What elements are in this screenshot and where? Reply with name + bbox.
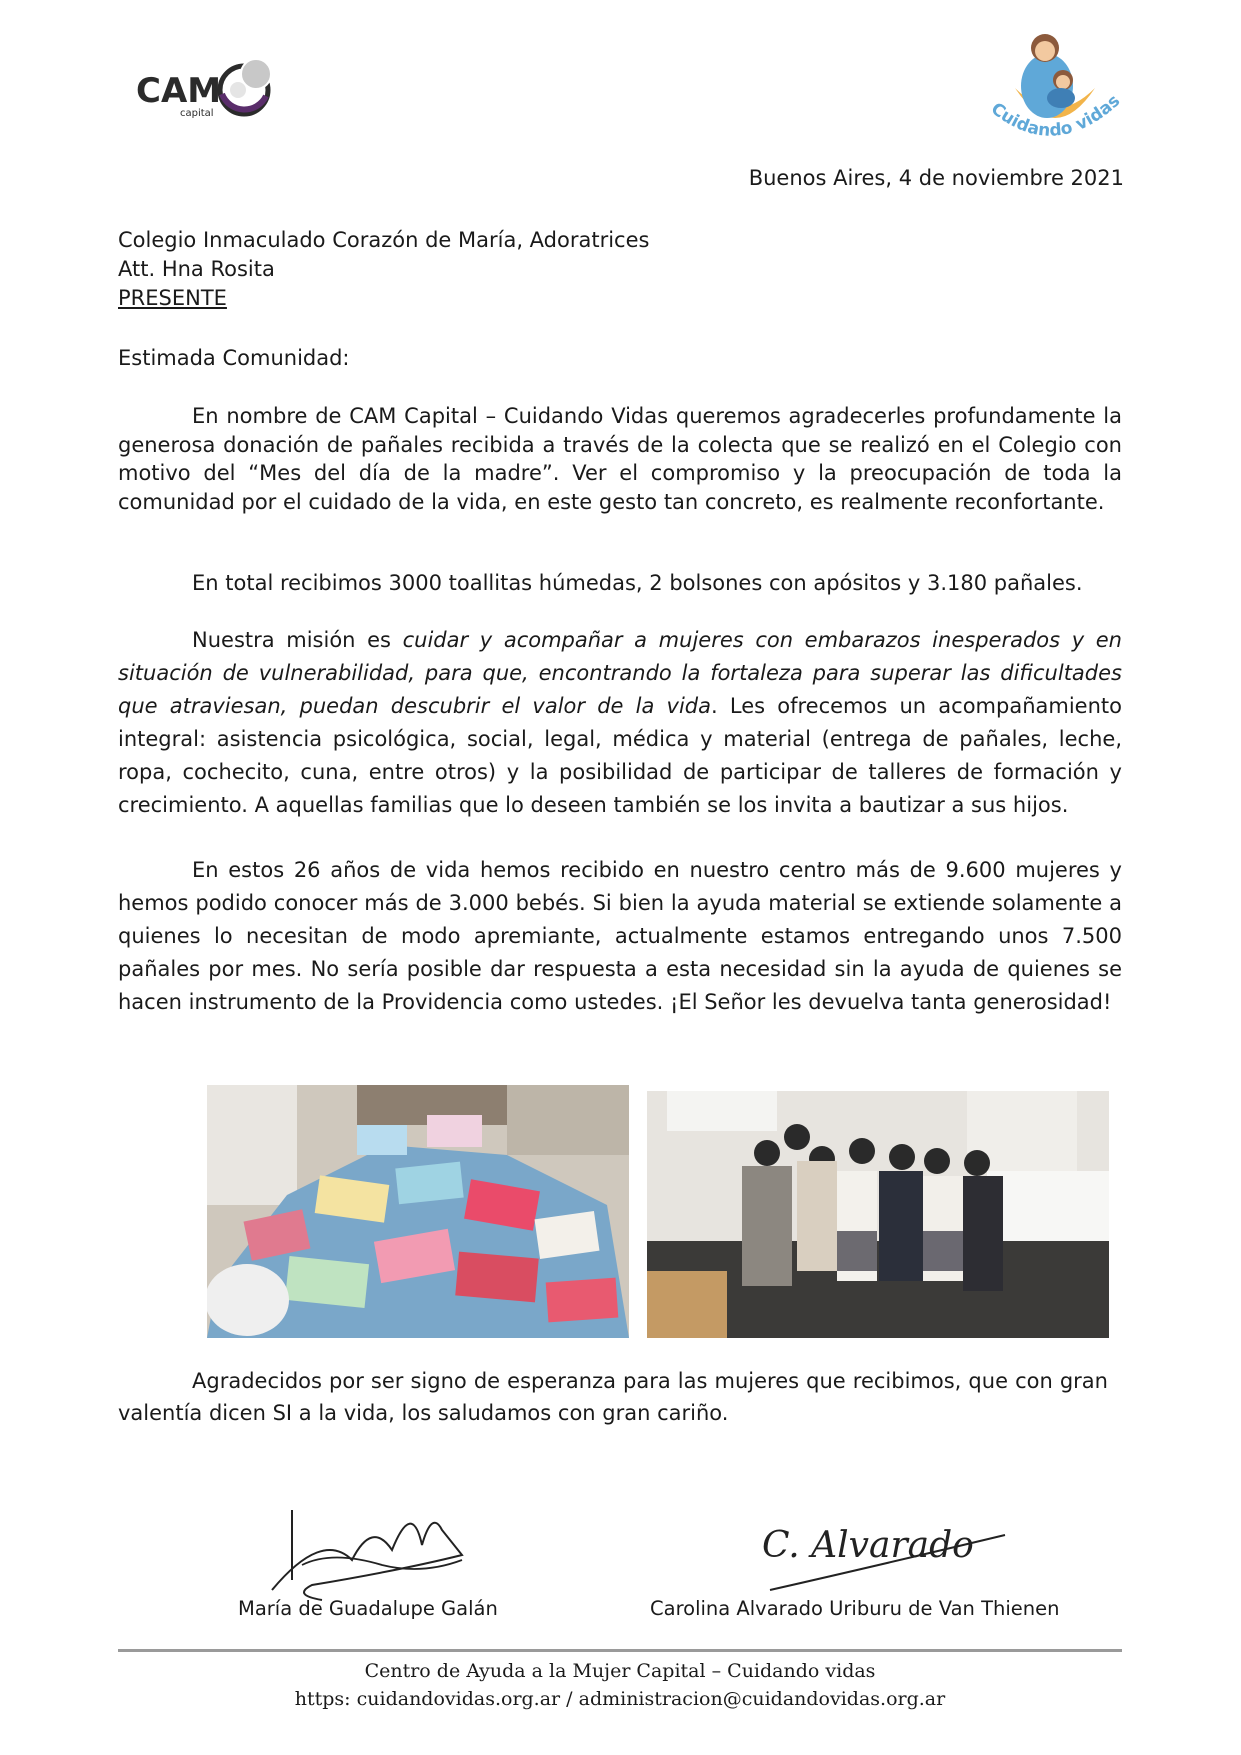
signatory-right-name: Carolina Alvarado Uriburu de Van Thienen xyxy=(650,1597,1060,1620)
signature-right-handwriting: C. Alvarado xyxy=(762,1525,974,1566)
paragraph-1: En nombre de CAM Capital – Cuidando Vidas queremos agradecerles profundamente la generosa donación de pañales recibida a través de la colecta que se realizó en el Colegio con motivo del “Mes del día de la madre”. Ver el compromiso y la preocupación de toda la comunidad por el cuidado de la vida, en este gesto tan concreto, es realmente reconfortante. xyxy=(118,404,1122,514)
cuidando-vidas-logo-text: Cuidando vidas xyxy=(986,90,1125,141)
salutation: Estimada Comunidad: xyxy=(118,346,350,370)
footer-organization: Centro de Ayuda a la Mujer Capital – Cuidando vidas xyxy=(364,1660,876,1682)
cuidando-vidas-logo xyxy=(975,18,1135,158)
signature-right xyxy=(760,1495,1020,1605)
recipient-line-3: PRESENTE xyxy=(118,286,227,310)
students-group-photo xyxy=(647,1091,1109,1338)
recipient-line-2: Att. Hna Rosita xyxy=(118,257,275,281)
recipient-line-1: Colegio Inmaculado Corazón de María, Adoratrices xyxy=(118,228,650,252)
signatory-left-name: María de Guadalupe Galán xyxy=(238,1597,498,1620)
footer-contact[interactable]: https: cuidandovidas.org.ar / administracion@cuidandovidas.org.ar xyxy=(294,1688,946,1710)
cam-logo-text: CAM xyxy=(136,71,222,111)
signature-left xyxy=(262,1490,482,1610)
paragraph-3: Nuestra misión es cuidar y acompañar a mujeres con embarazos inesperados y en situación de vulnerabilidad, para que, encontrando la fortaleza para superar las dificultades que atraviesan, puedan descubrir el valor de la vida. Les ofrecemos un acompañamiento integral: asistencia psicológica, social, legal, médica y material (entrega de pañales, leche, ropa, cochecito, cuna, entre otros) y la posibilidad de participar de talleres de formación y crecimiento. A aquellas familias que lo deseen también se los invita a bautizar a sus hijos. xyxy=(118,628,1122,817)
footer-divider xyxy=(118,1649,1122,1652)
donated-diapers-photo xyxy=(207,1085,629,1338)
cam-capital-logo xyxy=(132,44,282,124)
paragraph-4: En estos 26 años de vida hemos recibido en nuestro centro más de 9.600 mujeres y hemos podido conocer más de 3.000 bebés. Si bien la ayuda material se extiende solamente a quienes lo necesitan de modo apremiante, actualmente estamos entregando unos 7.500 pañales por mes. No sería posible dar respuesta a esta necesidad sin la ayuda de quienes se hacen instrumento de la Providencia como ustedes. ¡El Señor les devuelva tanta generosidad! xyxy=(118,858,1122,1014)
mission-statement: cuidar y acompañar a mujeres con embarazos inesperados y en situación de vulnerabilidad, para que, encontrando la fortaleza para superar las dificultades que atraviesan, puedan descubrir el valor de la vida xyxy=(118,628,1122,718)
closing-paragraph: Agradecidos por ser signo de esperanza para las mujeres que recibimos, que con gran valentía dicen SI a la vida, los saludamos con gran cariño. xyxy=(118,1369,1108,1425)
cam-logo-subtext: capital xyxy=(180,108,214,119)
letter-date: Buenos Aires, 4 de noviembre 2021 xyxy=(748,166,1124,190)
paragraph-2: En total recibimos 3000 toallitas húmedas, 2 bolsones con apósitos y 3.180 pañales. xyxy=(192,571,1083,595)
